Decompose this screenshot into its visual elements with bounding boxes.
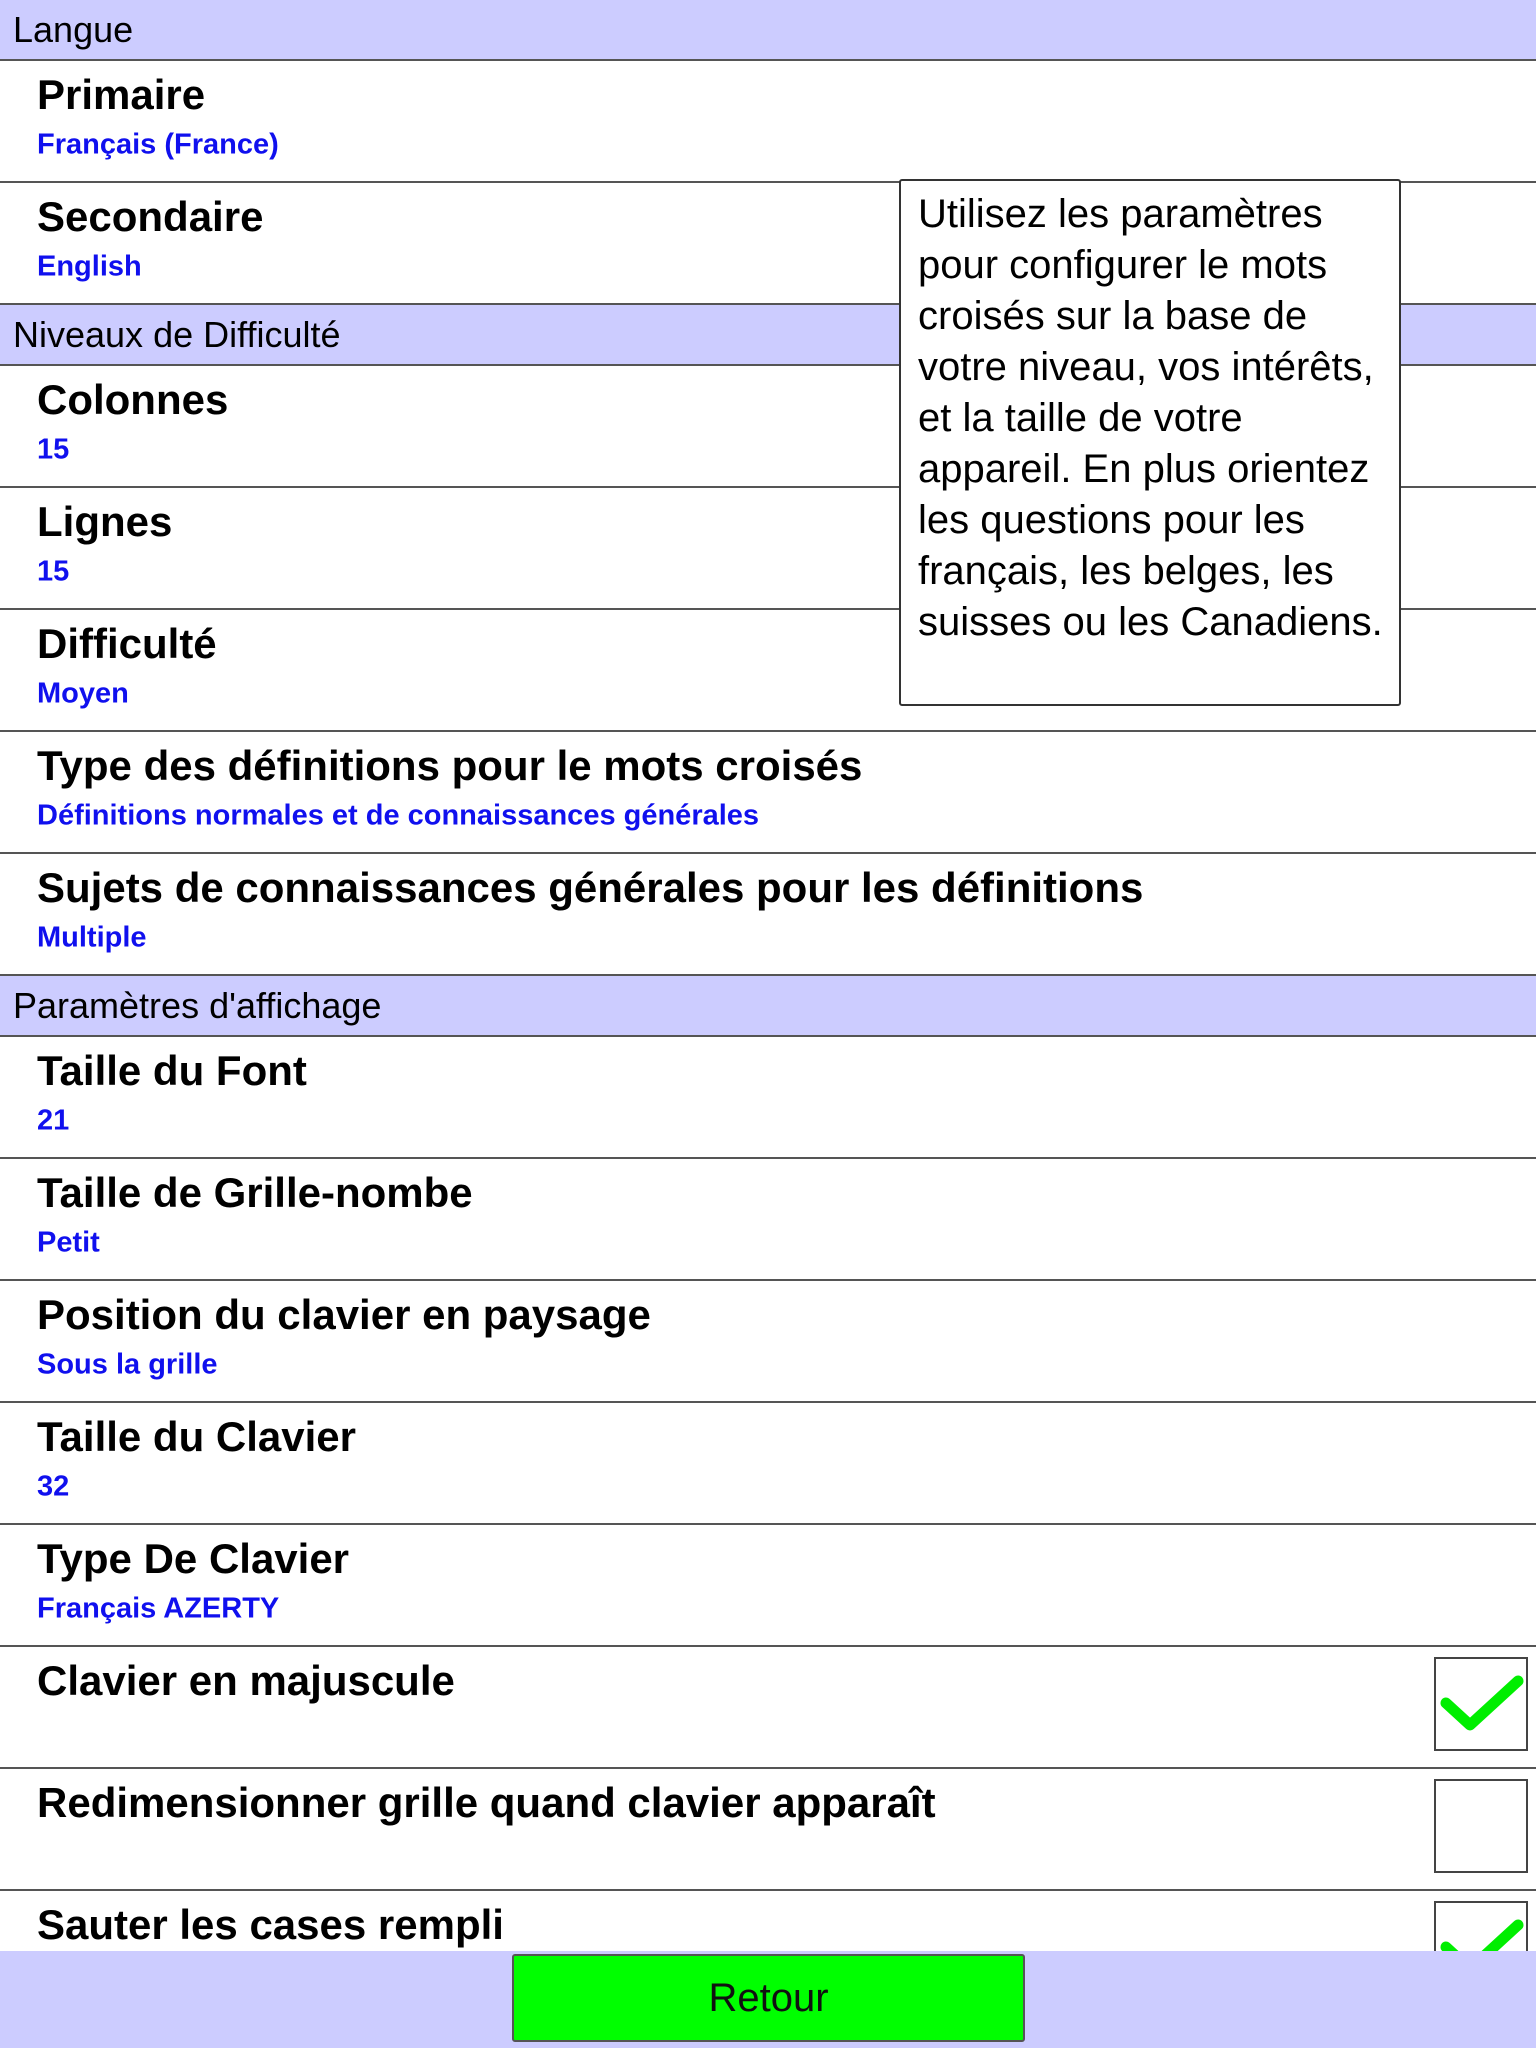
setting-title: Type des définitions pour le mots croisés bbox=[37, 742, 863, 789]
setting-value: Définitions normales et de connaissances générales bbox=[37, 799, 760, 832]
toggle-row-majuscule[interactable] bbox=[0, 1647, 1536, 1769]
section-header-langue: Langue bbox=[0, 0, 1536, 61]
setting-type-clavier[interactable] bbox=[0, 1525, 1536, 1647]
setting-value: English bbox=[37, 250, 142, 283]
setting-value: Français AZERTY bbox=[37, 1592, 280, 1625]
setting-value: 15 bbox=[37, 433, 70, 466]
setting-position-clavier[interactable] bbox=[0, 1281, 1536, 1403]
toggle-title: Clavier en majuscule bbox=[37, 1657, 455, 1704]
setting-title: Difficulté bbox=[37, 620, 217, 667]
setting-title: Secondaire bbox=[37, 193, 264, 240]
setting-taille-grille[interactable] bbox=[0, 1159, 1536, 1281]
toggle-row-redimensionner[interactable] bbox=[0, 1769, 1536, 1891]
setting-value: Multiple bbox=[37, 921, 147, 954]
majuscule-checkbox[interactable] bbox=[1434, 1657, 1528, 1751]
setting-value: Sous la grille bbox=[37, 1348, 218, 1381]
toggle-title: Redimensionner grille quand clavier apparaît bbox=[37, 1779, 936, 1826]
setting-title: Taille de Grille-nombe bbox=[37, 1169, 473, 1216]
setting-value: 32 bbox=[37, 1470, 70, 1503]
setting-value: Moyen bbox=[37, 677, 129, 710]
footer-bar bbox=[0, 1951, 1536, 2048]
redimensionner-checkbox[interactable] bbox=[1434, 1779, 1528, 1873]
setting-value: Français (France) bbox=[37, 128, 279, 161]
setting-title: Sujets de connaissances générales pour les définitions bbox=[37, 864, 1144, 911]
setting-taille-clavier[interactable] bbox=[0, 1403, 1536, 1525]
section-header-affichage: Paramètres d'affichage bbox=[0, 976, 1536, 1037]
setting-value: 21 bbox=[37, 1104, 70, 1137]
setting-primaire[interactable] bbox=[0, 61, 1536, 183]
toggle-title: Sauter les cases rempli bbox=[37, 1901, 504, 1948]
setting-title: Position du clavier en paysage bbox=[37, 1291, 651, 1338]
setting-type-definitions[interactable] bbox=[0, 732, 1536, 854]
setting-sujets[interactable] bbox=[0, 854, 1536, 976]
retour-button[interactable]: Retour bbox=[512, 1954, 1025, 2042]
setting-title: Taille du Clavier bbox=[37, 1413, 356, 1460]
help-tooltip: Utilisez les paramètres pour configurer le mots croisés sur la base de votre niveau, vos intérêts, et la taille de votre appareil. En plus orientez les questions pour les français, les belges, les suisses ou les Canadiens. bbox=[899, 179, 1401, 706]
setting-title: Type De Clavier bbox=[37, 1535, 350, 1582]
section-header-niveaux: Niveaux de Difficulté bbox=[0, 305, 1536, 366]
setting-title: Taille du Font bbox=[37, 1047, 307, 1094]
setting-title: Colonnes bbox=[37, 376, 229, 423]
setting-value: Petit bbox=[37, 1226, 100, 1259]
setting-value: 15 bbox=[37, 555, 70, 588]
checkmark-icon bbox=[1436, 1659, 1526, 1749]
setting-title: Lignes bbox=[37, 498, 173, 545]
setting-taille-font[interactable] bbox=[0, 1037, 1536, 1159]
setting-title: Primaire bbox=[37, 71, 206, 118]
